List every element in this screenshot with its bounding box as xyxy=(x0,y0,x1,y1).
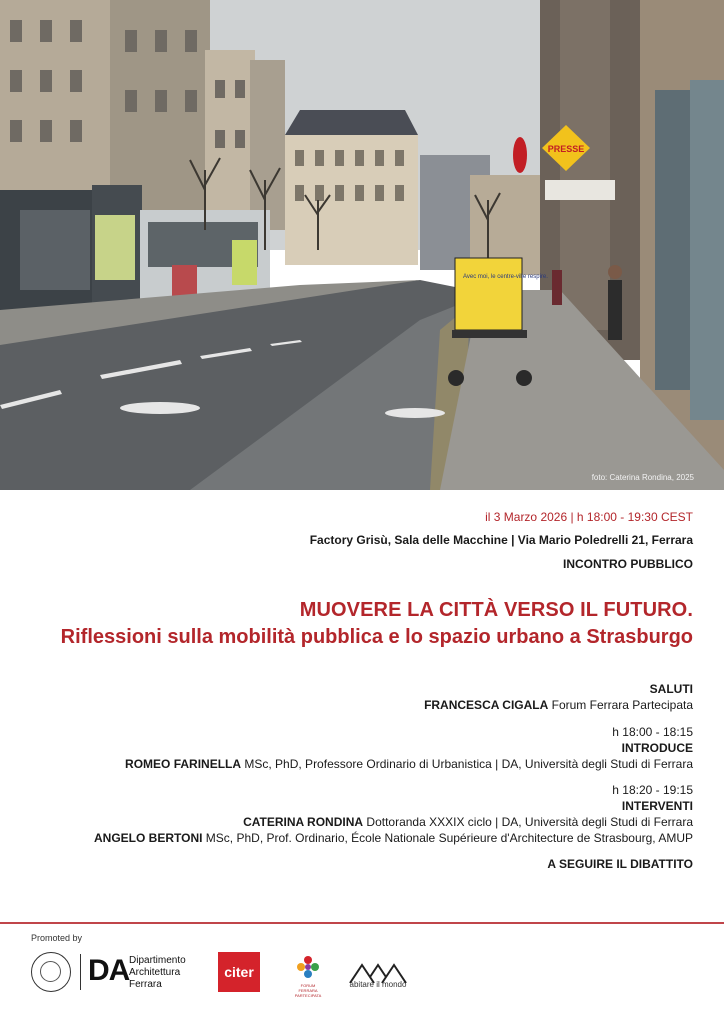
speaker-name: CATERINA RONDINA xyxy=(243,815,364,829)
speaker-name: ROMEO FARINELLA xyxy=(125,757,242,771)
speaker-role: MSc, PhD, Professore Ordinario di Urbanistica | DA, Università degli Studi di Ferrara xyxy=(241,757,693,771)
event-subtitle: Riflessioni sulla mobilità pubblica e lo spazio urbano a Strasburgo xyxy=(60,626,693,648)
da-logo-mark: DA xyxy=(88,954,130,987)
forum-ferrara-logo xyxy=(293,952,323,998)
street-photo xyxy=(0,0,724,490)
speaker-role: MSc, PhD, Prof. Ordinario, École Nationale Supérieure d'Architecture de Strasbourg, AMUP xyxy=(202,831,693,845)
speaker-name: ANGELO BERTONI xyxy=(94,831,203,845)
program-closing: A SEGUIRE IL DIBATTITO xyxy=(547,857,693,871)
speaker-name: FRANCESCA CIGALA xyxy=(424,698,549,712)
da-line: Architettura xyxy=(129,967,181,978)
da-line: Ferrara xyxy=(129,979,162,990)
program-saluti xyxy=(424,681,693,713)
partner-logos xyxy=(31,950,431,998)
saluti-heading: SALUTI xyxy=(649,682,693,696)
event-title: MUOVERE LA CITTÀ VERSO IL FUTURO. xyxy=(299,599,693,621)
event-date-time: il 3 Marzo 2026 | h 18:00 - 19:30 CEST xyxy=(485,510,693,524)
introduce-time: h 18:00 - 18:15 xyxy=(612,725,693,739)
citer-logo: citer xyxy=(218,952,260,992)
logo-separator xyxy=(80,954,81,990)
interventi-speaker xyxy=(94,814,693,830)
interventi-heading: INTERVENTI xyxy=(621,799,693,813)
cargo-bike-slogan: Avec moi, le centre-ville respire. xyxy=(463,274,548,280)
photo-credit: foto: Caterina Rondina, 2025 xyxy=(591,473,694,482)
event-venue: Factory Grisù, Sala delle Macchine | Via Mario Poledrelli 21, Ferrara xyxy=(309,533,693,547)
program-interventi xyxy=(94,782,693,846)
strasbourg-street-illustration xyxy=(0,0,724,490)
promoted-by-label: Promoted by xyxy=(31,933,83,943)
introduce-heading: INTRODUCE xyxy=(621,741,693,755)
introduce-speaker xyxy=(125,756,693,772)
program-introduce xyxy=(125,724,693,772)
speaker-role: Forum Ferrara Partecipata xyxy=(548,698,693,712)
interventi-speaker xyxy=(94,830,693,846)
forum-logo-text: FORUM FERRARA PARTECIPATA xyxy=(294,983,322,998)
university-seal-icon xyxy=(31,952,71,992)
event-kind: INCONTRO PUBBLICO xyxy=(563,557,693,571)
da-logo-text xyxy=(129,955,186,991)
saluti-speaker xyxy=(424,697,693,713)
interventi-time: h 18:20 - 19:15 xyxy=(612,783,693,797)
speaker-role: Dottoranda XXXIX ciclo | DA, Università degli Studi di Ferrara xyxy=(363,815,693,829)
abitare-il-mondo-text: abitare il mondo xyxy=(349,980,407,989)
da-line: Dipartimento xyxy=(129,955,186,966)
forum-flower-icon xyxy=(293,952,323,982)
presse-sign-label: PRESSE xyxy=(547,144,585,154)
footer-divider xyxy=(0,922,724,924)
